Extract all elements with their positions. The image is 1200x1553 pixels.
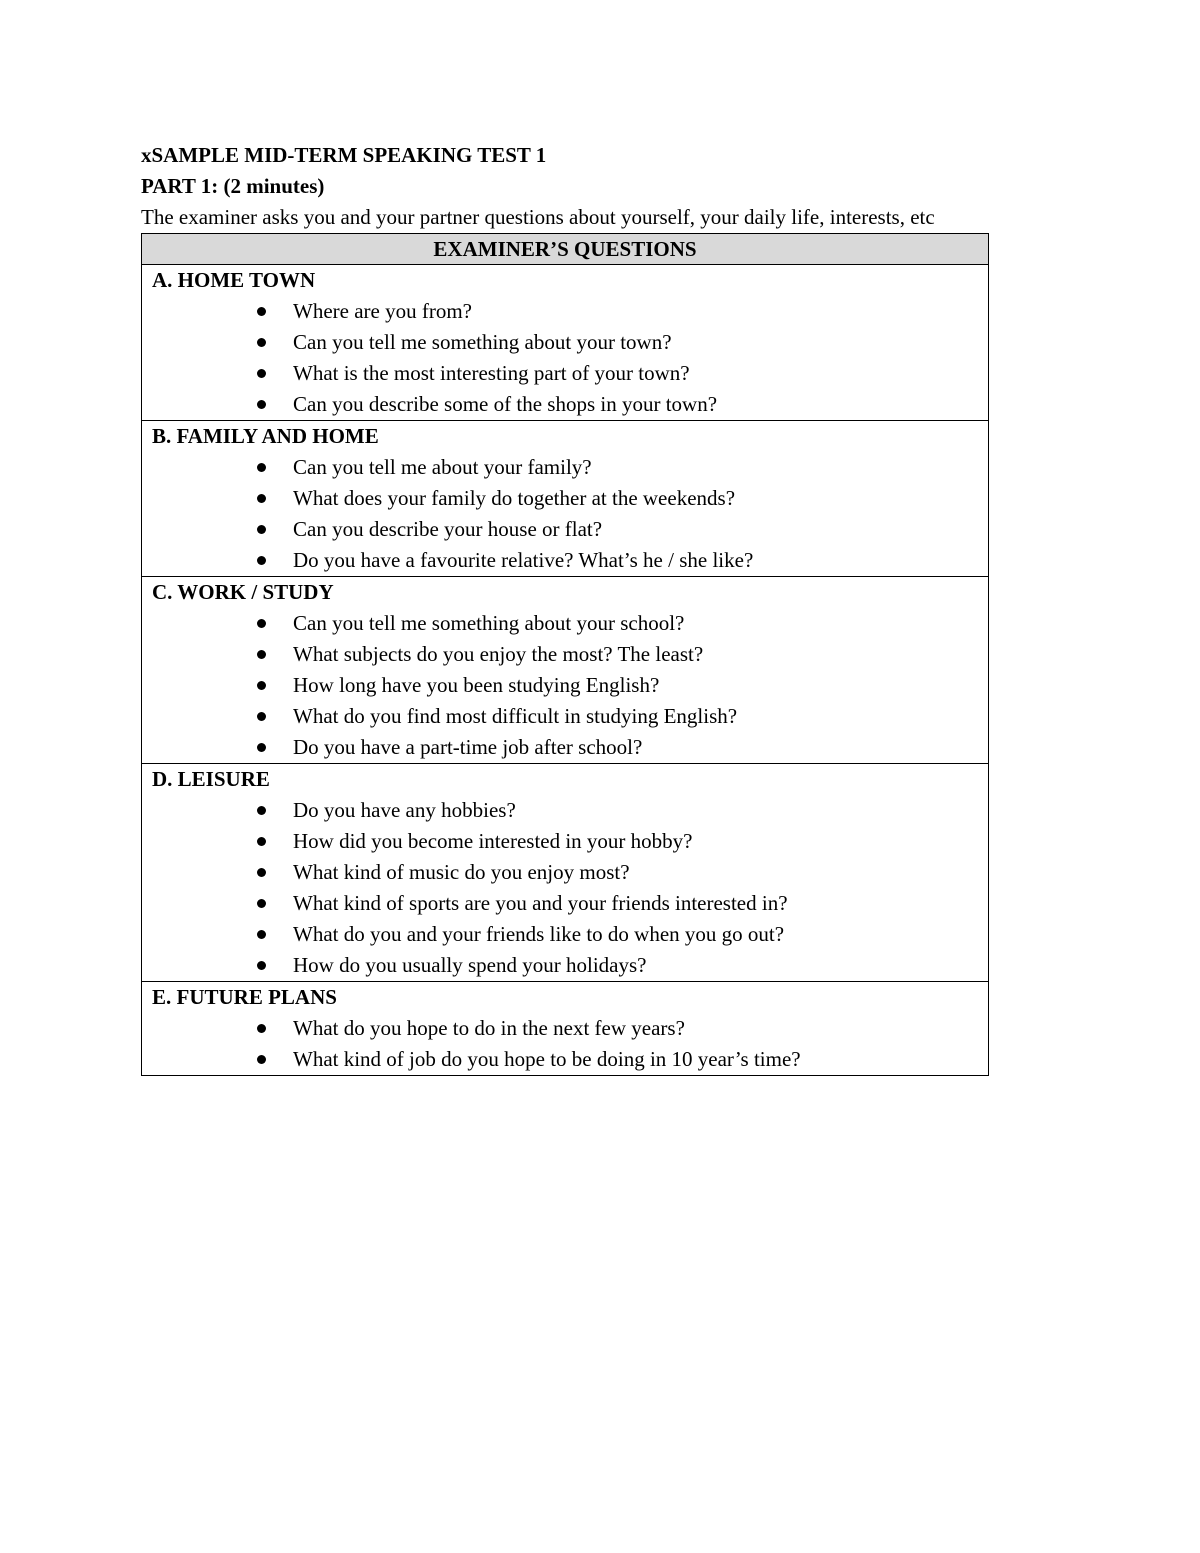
question-text: What is the most interesting part of your town? bbox=[293, 361, 690, 385]
questions-table bbox=[141, 233, 989, 1076]
question-text: What kind of music do you enjoy most? bbox=[293, 860, 630, 884]
question-text: Can you tell me something about your school? bbox=[293, 611, 685, 635]
question-text: What subjects do you enjoy the most? The least? bbox=[293, 642, 704, 666]
question-item bbox=[142, 327, 988, 358]
question-list bbox=[142, 795, 988, 981]
bullet-icon bbox=[257, 307, 266, 316]
question-item bbox=[142, 296, 988, 327]
bullet-icon bbox=[257, 1055, 266, 1064]
section-title: E. FUTURE PLANS bbox=[152, 985, 337, 1009]
question-item bbox=[142, 732, 988, 763]
bullet-icon bbox=[257, 650, 266, 659]
section-title: B. FAMILY AND HOME bbox=[152, 424, 379, 448]
question-text: Can you describe your house or flat? bbox=[293, 517, 603, 541]
bullet-icon bbox=[257, 338, 266, 347]
question-item bbox=[142, 452, 988, 483]
question-list bbox=[142, 296, 988, 420]
bullet-icon bbox=[257, 868, 266, 877]
question-item bbox=[142, 483, 988, 514]
bullet-icon bbox=[257, 494, 266, 503]
question-item bbox=[142, 514, 988, 545]
question-item bbox=[142, 358, 988, 389]
question-item bbox=[142, 608, 988, 639]
table-header: EXAMINER’S QUESTIONS bbox=[142, 234, 988, 265]
question-list bbox=[142, 452, 988, 576]
question-item bbox=[142, 888, 988, 919]
bullet-icon bbox=[257, 837, 266, 846]
section-family-and-home bbox=[142, 421, 988, 577]
question-item bbox=[142, 950, 988, 981]
intro-text: The examiner asks you and your partner questions about yourself, your daily life, interests, etc bbox=[141, 205, 935, 229]
bullet-icon bbox=[257, 400, 266, 409]
question-item bbox=[142, 795, 988, 826]
bullet-icon bbox=[257, 806, 266, 815]
question-text: What do you and your friends like to do when you go out? bbox=[293, 922, 785, 946]
bullet-icon bbox=[257, 619, 266, 628]
question-item bbox=[142, 1044, 988, 1075]
question-text: What kind of job do you hope to be doing in 10 year’s time? bbox=[293, 1047, 801, 1071]
question-item bbox=[142, 701, 988, 732]
question-list bbox=[142, 1013, 988, 1075]
bullet-icon bbox=[257, 681, 266, 690]
bullet-icon bbox=[257, 961, 266, 970]
question-text: What do you find most difficult in studying English? bbox=[293, 704, 738, 728]
question-list bbox=[142, 608, 988, 763]
section-future-plans bbox=[142, 982, 988, 1075]
question-item bbox=[142, 919, 988, 950]
part-label: PART 1: (2 minutes) bbox=[141, 174, 325, 198]
bullet-icon bbox=[257, 369, 266, 378]
bullet-icon bbox=[257, 556, 266, 565]
document-title: xSAMPLE MID-TERM SPEAKING TEST 1 bbox=[141, 143, 547, 167]
question-text: How did you become interested in your hobby? bbox=[293, 829, 693, 853]
bullet-icon bbox=[257, 525, 266, 534]
document-page bbox=[141, 140, 1041, 1076]
question-item bbox=[142, 826, 988, 857]
question-text: How do you usually spend your holidays? bbox=[293, 953, 647, 977]
section-leisure bbox=[142, 764, 988, 982]
bullet-icon bbox=[257, 899, 266, 908]
question-text: What does your family do together at the weekends? bbox=[293, 486, 736, 510]
section-home-town bbox=[142, 265, 988, 421]
question-item bbox=[142, 545, 988, 576]
section-work-study bbox=[142, 577, 988, 764]
section-title: A. HOME TOWN bbox=[152, 268, 316, 292]
section-title: D. LEISURE bbox=[152, 767, 270, 791]
bullet-icon bbox=[257, 743, 266, 752]
question-text: Can you describe some of the shops in your town? bbox=[293, 392, 718, 416]
bullet-icon bbox=[257, 463, 266, 472]
bullet-icon bbox=[257, 712, 266, 721]
bullet-icon bbox=[257, 930, 266, 939]
section-title: C. WORK / STUDY bbox=[152, 580, 334, 604]
question-text: Can you tell me something about your town? bbox=[293, 330, 672, 354]
bullet-icon bbox=[257, 1024, 266, 1033]
question-text: Do you have a part-time job after school? bbox=[293, 735, 643, 759]
question-text: Do you have any hobbies? bbox=[293, 798, 516, 822]
question-item bbox=[142, 670, 988, 701]
question-item bbox=[142, 1013, 988, 1044]
question-text: Can you tell me about your family? bbox=[293, 455, 592, 479]
question-text: Do you have a favourite relative? What’s he / she like? bbox=[293, 548, 754, 572]
question-item bbox=[142, 857, 988, 888]
question-item bbox=[142, 639, 988, 670]
question-text: What kind of sports are you and your friends interested in? bbox=[293, 891, 788, 915]
question-text: What do you hope to do in the next few years? bbox=[293, 1016, 685, 1040]
question-text: Where are you from? bbox=[293, 299, 472, 323]
question-item bbox=[142, 389, 988, 420]
question-text: How long have you been studying English? bbox=[293, 673, 660, 697]
